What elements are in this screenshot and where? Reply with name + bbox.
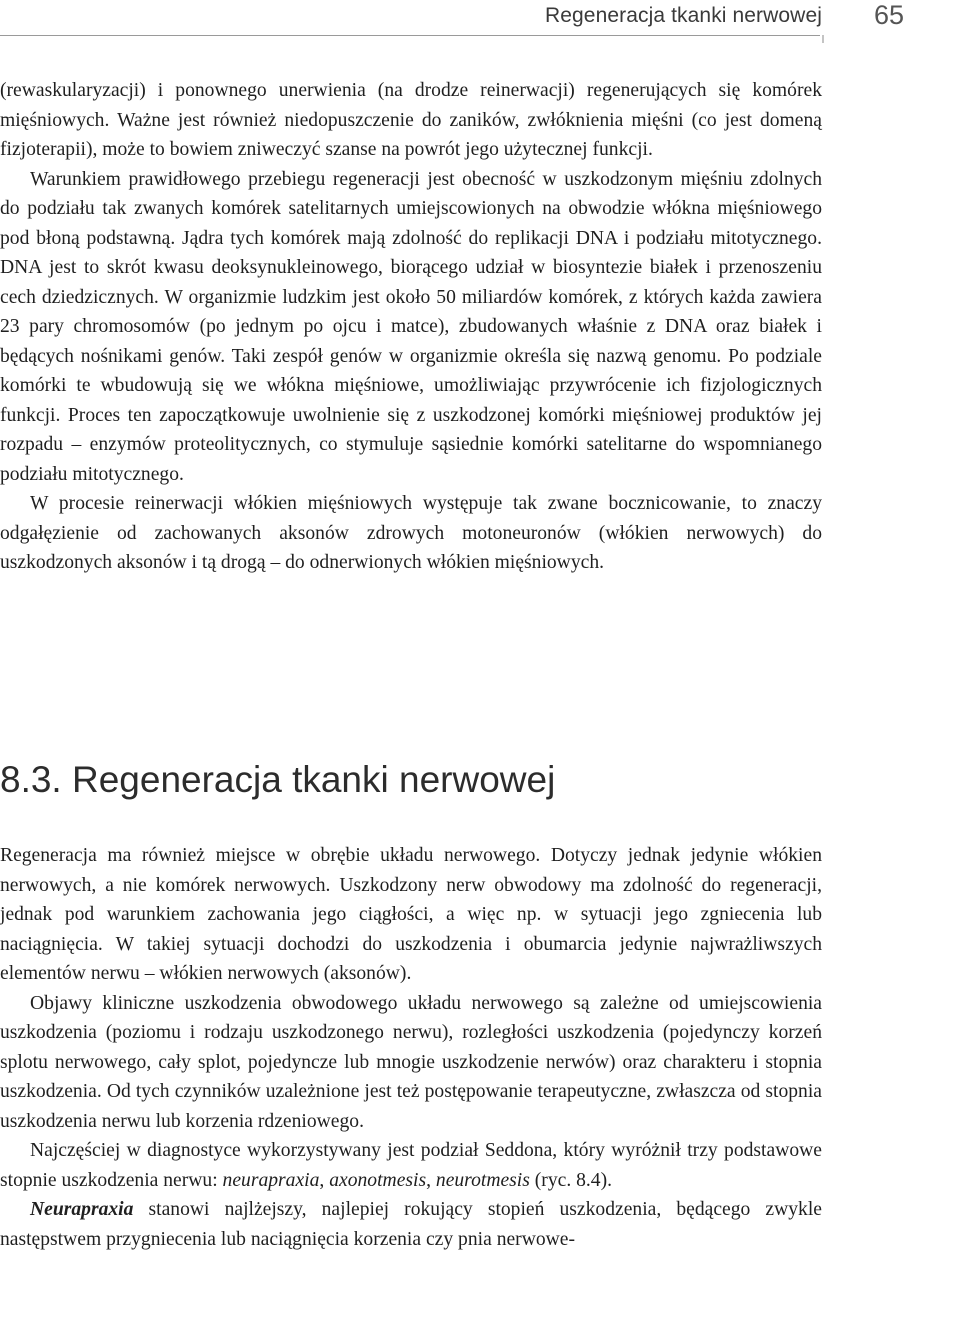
term-neurotmesis: neurotmesis <box>435 1169 530 1191</box>
separator: , <box>319 1169 330 1191</box>
paragraph: Objawy kliniczne uszkodzenia obwodowego układu nerwowego są zależne od umiejscowienia uszkodzenia (poziomu i rodzaju uszkodzonego nerwu), rozległości uszkodzenia (pojedynczy korzeń splotu nerwowego, cały splot, pojedyncze lub mnogie uszkodzenie nerwów) oraz charakteru i stopnia uszkodzenia. Od tych czynników uzależnione jest też postępowanie terapeutyczne, zwłaszcza od stopnia uszkodzenia nerwu lub korzenia rdzeniowego. <box>0 992 822 1132</box>
neurapraxia-paragraph <box>0 1195 822 1254</box>
page-number-box <box>824 0 960 44</box>
seddon-paragraph <box>0 1136 822 1195</box>
section-text-block <box>0 841 822 1254</box>
paragraph: W procesie reinerwacji włókien mięśniowych występuje tak zwane bocznicowanie, to znaczy odgałęzienie od zachowanych aksonów zdrowych motoneuronów (włókien nerwowych) do uszkodzonych aksonów i tą drogą – do odnerwionych włókien mięśniowych. <box>0 493 822 573</box>
paragraph: (rewaskularyzacji) i ponownego unerwienia (na drodze reinerwacji) regenerujących się komórek mięśniowych. Ważne jest również niedopuszczenie do zaników, zwłóknienia mięśni (co jest domeną fizjoterapii), może to bowiem zniweczyć szanse na powrót jego użytecznej funkcji. <box>0 80 822 160</box>
paragraph: Warunkiem prawidłowego przebiegu regeneracji jest obecność w uszkodzonym mięśniu zdolnych do podziału tak zwanych komórek satelitarnych umiejscowionych na obwodzie włókna mięśniowego pod błoną podstawną. Jądra tych komórek mają zdolność do replikacji DNA i podziału mitotycznego. DNA jest to skrót kwasu deoksynukleinowego, biorącego udział w biosyntezie białek i przenoszeniu cech dziedzicznych. W organizmie ludzkim jest około 50 miliardów komórek, z których każda zawiera 23 pary chromosomów (po jednym po ojcu i matce), zbudowanych właśnie z DNA oraz białek i będących nośnikami genów. Taki zespół genów w organizmie określa się nazwą genomu. Po podziale komórki te wbudowują się we włókna mięśniowe, umożliwiając przywrócenie ich fizjologicznych funkcji. Proces ten zapoczątkowuje uwolnienie się z uszkodzonej komórki mięśniowej produktów jej rozpadu – enzymów proteolitycznych, co stymuluje sąsiednie komórki satelitarne do wspomnianego podziału mitotycznego. <box>0 168 822 485</box>
header-rule <box>0 35 820 36</box>
text-span: stanowi najlżejszy, najlepiej rokujący stopień uszkodzenia, będącego zwykle następstwem przygniecenia lub naciągnięcia korzenia czy pnia nerwowe- <box>0 1199 822 1250</box>
running-title: Regeneracja tkanki nerwowej <box>544 4 822 27</box>
paragraph: Regeneracja ma również miejsce w obrębie układu nerwowego. Dotyczy jednak jedynie włókien nerwowych, a nie komórek nerwowych. Uszkodzony nerw obwodowy ma zdolność do regeneracji, jednak pod warunkiem zachowania jego ciągłości, a więc np. w sytuacji jego zgniecenia lub naciągnięcia. W takiej sytuacji dochodzi do uszkodzenia i obumarcia jedynie najwrażliwszych elementów nerwu – włókien nerwowych (aksonów). <box>0 845 822 984</box>
term-neurapraxia: neurapraxia <box>222 1169 320 1191</box>
running-head <box>0 0 960 48</box>
term-neurapraxia-bold: Neurapraxia <box>30 1199 134 1220</box>
text-span: Najczęściej w diagnostyce wykorzystywany jest podział Seddona, który wyróżnił trzy podstawowe stopnie uszkodzenia nerwu: <box>0 1140 822 1191</box>
intro-text-block <box>0 76 822 578</box>
term-axonotmesis: axonotmesis <box>329 1169 427 1191</box>
section-heading: 8.3. Regeneracja tkanki nerwowej <box>0 759 556 800</box>
page-number: 65 <box>874 0 905 30</box>
separator: , <box>426 1169 436 1191</box>
text-span: (ryc. 8.4). <box>529 1169 613 1191</box>
